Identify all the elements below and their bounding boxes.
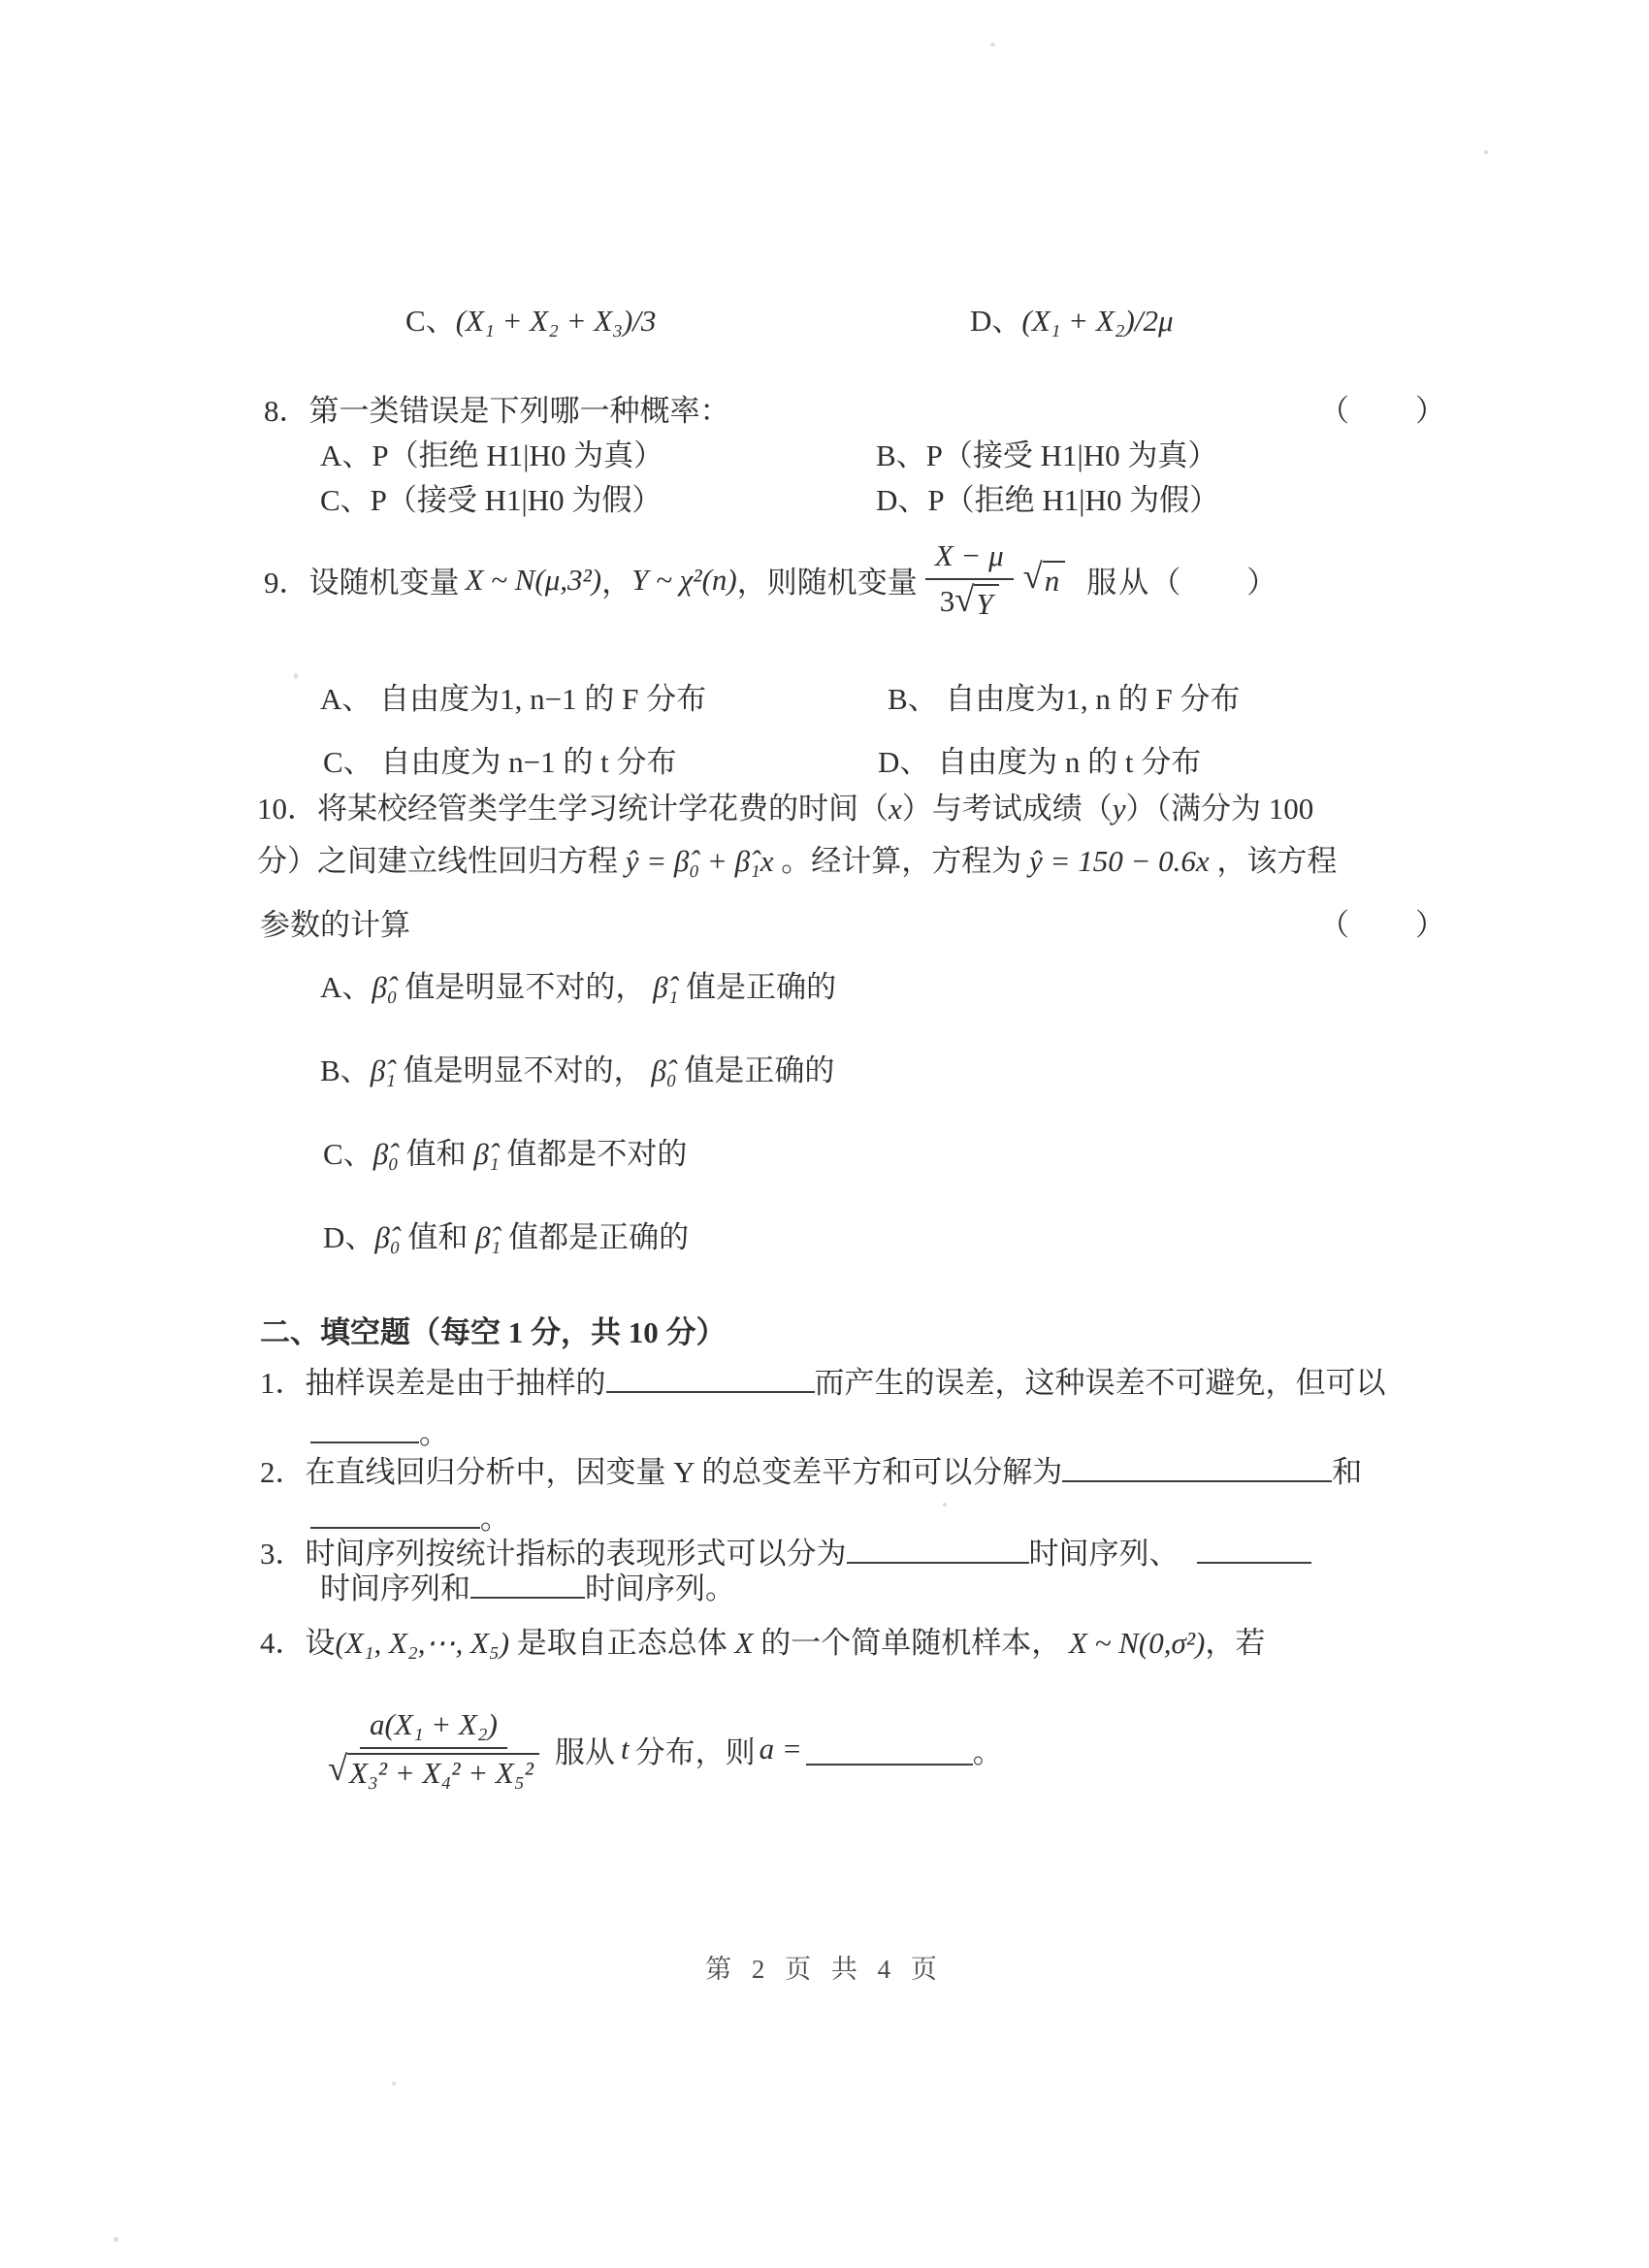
q10-line2-text: 。经计算，方程为	[781, 844, 1022, 878]
q9-comma: ，	[601, 566, 632, 599]
q8-option-a: A、P（拒绝 H1|H0 为真）	[320, 438, 664, 472]
scan-speck	[113, 2237, 118, 2242]
q10-line2	[257, 836, 1337, 880]
blank-line	[470, 1565, 585, 1599]
beta1-hat: β̂₁	[653, 970, 679, 1004]
scan-speck	[294, 673, 298, 679]
radical-sign: √	[1022, 556, 1043, 596]
a-equals: a =	[759, 1732, 802, 1766]
q10-option-a-text: 值是正确的	[678, 970, 837, 1004]
q10-option-d	[323, 1213, 689, 1256]
q10-line1-text: ）与考试成绩（	[901, 792, 1113, 826]
fill-q1-text: 而产生的误差，这种误差不可避免，但可以	[814, 1366, 1386, 1400]
q7-option-d-formula: (X₁ + X₂)/2μ	[1021, 304, 1174, 338]
fill-q1-text: 1．抽样误差是由于抽样的	[260, 1366, 606, 1400]
page-number-footer: 第 2 页 共 4 页	[705, 1955, 944, 1984]
q10-line2-text: ，该方程	[1216, 844, 1338, 878]
normal-distribution-formula: X ~ N(0,σ²)	[1068, 1626, 1206, 1660]
fill-q2-text: 。	[480, 1502, 510, 1536]
radical-sign: √	[954, 578, 975, 619]
population-x: X	[734, 1626, 754, 1660]
q10-option-a-text: 值是明显不对的，	[397, 970, 654, 1004]
q9-stem-suffix: 服从（ ）	[1086, 566, 1279, 599]
q4-den-radicand: X₃² + X₄² + X₅²	[347, 1753, 539, 1791]
q9-sqrt-n-radicand: n	[1043, 561, 1066, 599]
blank-line	[310, 1409, 419, 1443]
q10-line2-text: 分）之间建立线性回归方程	[257, 844, 618, 878]
q9-fraction	[925, 538, 1014, 622]
fill-q4-line1	[260, 1618, 1265, 1662]
fill-q4-text: 是取自正态总体	[509, 1626, 735, 1660]
q4-fraction-denominator	[328, 1749, 539, 1791]
q10-line1-text: 10．将某校经管类学生学习统计学花费的时间（	[257, 792, 889, 826]
radical-sign: √	[328, 1748, 348, 1788]
q10-option-d-text: 值都是正确的	[501, 1220, 690, 1254]
q10-line3: 参数的计算	[260, 908, 410, 942]
q10-option-c-label: C、	[323, 1137, 373, 1171]
q8-option-c: C、P（接受 H1|H0 为假）	[320, 483, 663, 517]
scan-speck	[392, 2082, 396, 2086]
beta0-hat: β̂₀	[374, 1220, 401, 1254]
q9-fraction-denominator	[940, 580, 999, 622]
q10-regression-formula: ŷ = β̂₀ + β̂₁x	[625, 844, 774, 878]
q8-answer-bracket: （ ）	[1319, 394, 1447, 428]
q10-option-d-text: 值和	[400, 1220, 476, 1254]
q10-option-c	[323, 1129, 687, 1173]
q10-option-b-text: 值是正确的	[676, 1053, 835, 1087]
q9-stem	[264, 529, 1278, 631]
q10-answer-bracket: （ ）	[1319, 908, 1447, 942]
beta0-hat: β̂₀	[372, 1137, 399, 1171]
fill-q2-text: 和	[1332, 1455, 1363, 1489]
blank-line	[806, 1733, 973, 1766]
fill-q4-text: 分布，则	[634, 1734, 756, 1769]
scan-speck	[943, 1503, 947, 1507]
beta1-hat: β̂₁	[473, 1137, 500, 1171]
t-distribution-symbol: t	[620, 1732, 630, 1766]
fill-section-header: 二、填空题（每空 1 分，共 10 分）	[260, 1315, 727, 1349]
blank-line	[1062, 1448, 1332, 1482]
q9-option-a: A、 自由度为1, n−1 的 F 分布	[320, 682, 707, 716]
q10-line1-text: ）（满分为 100	[1125, 792, 1314, 826]
scan-speck	[1484, 150, 1488, 154]
q8-option-b: B、P（接受 H1|H0 为真）	[876, 438, 1218, 472]
q7-option-c-formula: (X₁ + X₂ + X₃)/3	[455, 304, 657, 338]
sample-tuple-formula: (X₁, X₂,⋯, X₅)	[335, 1626, 510, 1660]
fill-q4-text: 4．设	[260, 1626, 336, 1660]
fill-q3-text: 时间序列、	[1028, 1537, 1180, 1571]
q10-option-c-text: 值都是不对的	[499, 1137, 688, 1171]
q7-option-d-label: D、	[970, 304, 1022, 338]
q10-option-d-label: D、	[323, 1220, 375, 1254]
scan-speck	[990, 43, 995, 47]
fill-q4-text: ，若	[1205, 1626, 1266, 1660]
blank-line	[847, 1530, 1029, 1564]
fill-q4-line2	[320, 1686, 1003, 1812]
q10-var-x: x	[889, 792, 902, 826]
q9-stem-mid: ，则随机变量	[736, 566, 918, 599]
q7-option-d	[970, 296, 1174, 340]
q10-computed-formula: ŷ = 150 − 0.6x	[1029, 844, 1210, 878]
q10-option-b	[320, 1046, 834, 1089]
q9-option-d: D、 自由度为 n 的 t 分布	[878, 745, 1202, 779]
fill-q2-text: 2．在直线回归分析中，因变量 Y 的总变差平方和可以分解为	[260, 1455, 1063, 1489]
fill-q3-text: 3．时间序列按统计指标的表现形式可以分为	[260, 1537, 847, 1571]
q8-stem: 8．第一类错误是下列哪一种概率：	[264, 394, 730, 428]
q10-option-c-text: 值和	[398, 1137, 474, 1171]
q9-formula-y: Y ~ χ²(n)	[631, 562, 737, 597]
q9-den-coefficient: 3	[939, 583, 955, 618]
fill-q1-line2	[310, 1409, 449, 1452]
q8-option-d: D、P（拒绝 H1|H0 为假）	[876, 483, 1220, 517]
q9-sqrt-n	[1022, 556, 1066, 599]
fill-q3-text: 时间序列。	[585, 1571, 735, 1605]
q7-option-c-label: C、	[405, 304, 456, 338]
fill-q1-line1	[260, 1358, 1386, 1402]
q4-den-radical	[328, 1748, 539, 1791]
q4-fraction	[328, 1707, 539, 1791]
beta0-hat: β̂₀	[651, 1053, 677, 1087]
fill-q4-text: 。	[972, 1734, 1003, 1769]
beta1-hat: β̂₁	[475, 1220, 501, 1254]
q10-option-b-label: B、	[320, 1053, 371, 1087]
q4-fraction-numerator: a(X₁ + X₂)	[360, 1707, 507, 1749]
fill-q1-text: 。	[419, 1416, 449, 1450]
beta0-hat: β̂₀	[372, 970, 398, 1004]
beta1-hat: β̂₁	[370, 1053, 396, 1087]
q9-fraction-numerator: X − μ	[925, 538, 1014, 580]
fill-q3-text: 时间序列和	[320, 1571, 470, 1605]
q10-var-y: y	[1112, 792, 1126, 826]
fill-q2-line1	[260, 1447, 1362, 1491]
q10-option-a	[320, 962, 836, 1006]
q10-option-b-text: 值是明显不对的，	[395, 1053, 652, 1087]
blank-line	[606, 1359, 815, 1393]
blank-line	[1197, 1530, 1311, 1564]
fill-q3-line2	[320, 1564, 735, 1607]
q9-stem-text: 9．设随机变量	[264, 566, 460, 599]
q9-den-radical	[954, 578, 998, 622]
q10-line1	[257, 784, 1313, 827]
q7-option-c	[405, 296, 656, 340]
q9-option-b: B、 自由度为1, n 的 F 分布	[888, 682, 1241, 716]
q10-option-a-label: A、	[320, 970, 372, 1004]
q9-den-radicand: Y	[974, 584, 998, 622]
blank-line	[310, 1495, 480, 1529]
q9-formula-x: X ~ N(μ,3²)	[465, 562, 602, 597]
fill-q4-text: 的一个简单随机样本，	[753, 1626, 1069, 1660]
fill-q4-text: 服从	[554, 1734, 615, 1769]
q9-option-c: C、 自由度为 n−1 的 t 分布	[323, 745, 677, 779]
